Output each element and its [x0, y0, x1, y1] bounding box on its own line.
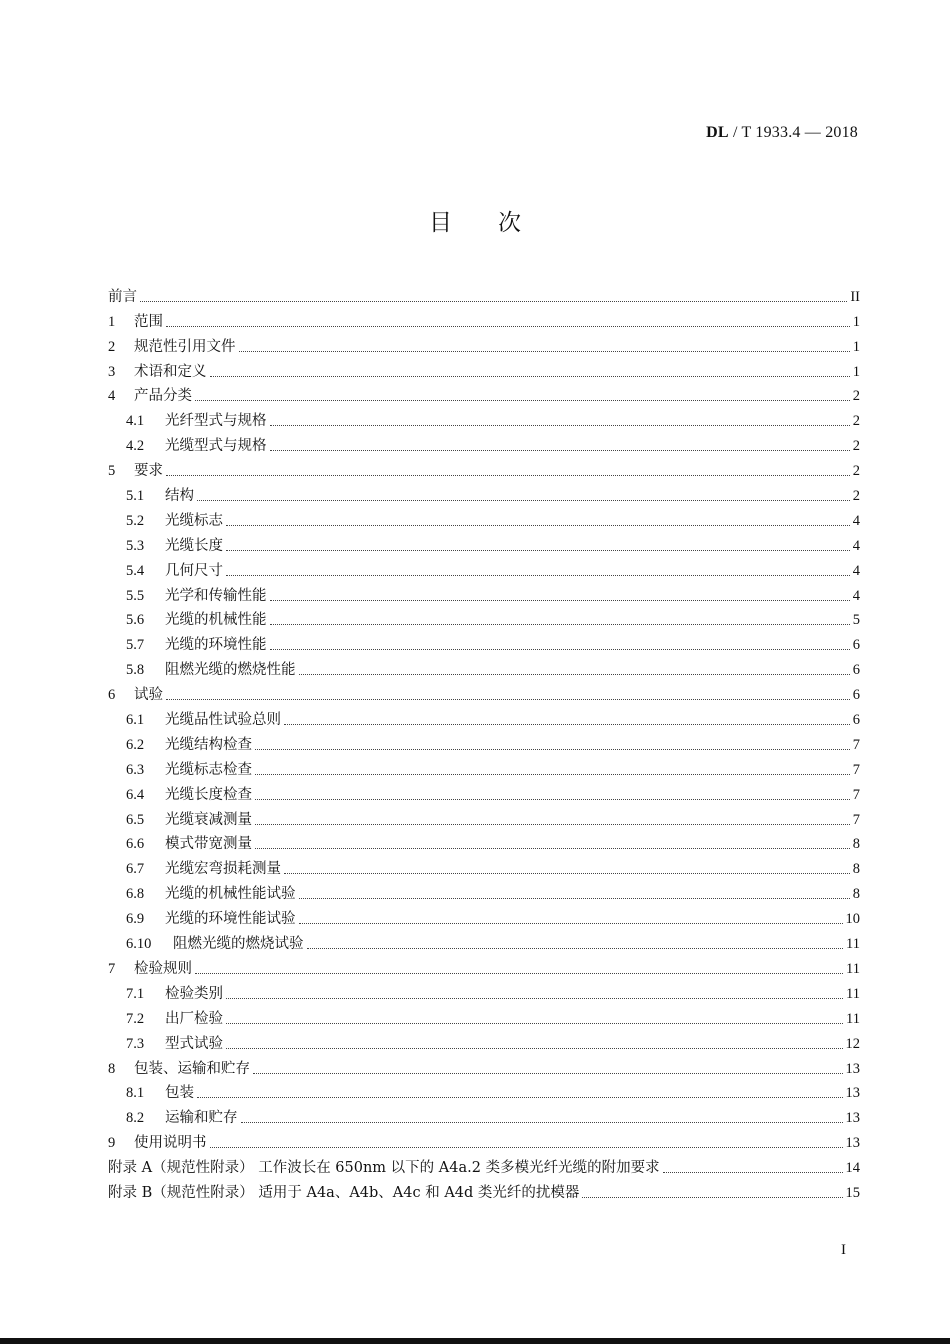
toc-entry[interactable] — [108, 532, 860, 557]
toc-entry-page: 1 — [852, 338, 860, 355]
toc-dot-leader — [270, 425, 850, 426]
toc-entry-label: 光缆型式与规格 — [165, 438, 267, 455]
toc-entry[interactable] — [108, 407, 860, 432]
toc-entry-page: 8 — [852, 886, 860, 903]
toc-entry-number: 8.1 — [126, 1085, 145, 1102]
toc-entry-page: 11 — [846, 985, 860, 1002]
toc-entry-number: 1 — [108, 313, 116, 330]
toc-dot-leader — [255, 824, 850, 825]
toc-entry-label: 模式带宽测量 — [165, 836, 252, 853]
toc-entry-page: 1 — [852, 363, 860, 380]
toc-entry-number: 6.9 — [126, 911, 145, 928]
toc-entry[interactable] — [108, 1030, 860, 1055]
toc-entry-label: 前言 — [108, 288, 137, 305]
toc-dot-leader — [299, 898, 850, 899]
toc-entry-label: 产品分类 — [134, 388, 192, 405]
toc-entry-page: 2 — [852, 413, 860, 430]
toc-entry-page: II — [850, 288, 860, 305]
toc-entry-number: 5.3 — [126, 537, 145, 554]
toc-dot-leader — [307, 948, 844, 949]
toc-entry-number: 7 — [108, 960, 116, 977]
toc-entry-label: 光缆衰减测量 — [165, 811, 252, 828]
toc-entry-label: 试验 — [134, 687, 163, 704]
toc-entry-label: 光缆标志 — [165, 512, 223, 529]
toc-entry-number: 8.2 — [126, 1110, 145, 1127]
toc-entry-label: 规范性引用文件 — [134, 338, 236, 355]
toc-entry-label: 型式试验 — [165, 1035, 223, 1052]
toc-dot-leader — [226, 575, 850, 576]
toc-dot-leader — [226, 1048, 843, 1049]
toc-dot-leader — [241, 1122, 843, 1123]
toc-entry-page: 13 — [845, 1060, 860, 1077]
toc-entry-label: 光缆的环境性能 — [165, 637, 267, 654]
toc-entry-page: 15 — [845, 1184, 860, 1201]
standard-code — [706, 124, 858, 142]
toc-entry[interactable] — [108, 1080, 860, 1105]
toc-entry-label: 光缆宏弯损耗测量 — [165, 861, 281, 878]
toc-entry-number: 6.3 — [126, 761, 145, 778]
toc-entry-number: 5.7 — [126, 637, 145, 654]
toc-entry-number: 5 — [108, 463, 116, 480]
toc-entry[interactable] — [108, 432, 860, 457]
toc-entry-number: 6.7 — [126, 861, 145, 878]
toc-entry-label: 附录 B（规范性附录） 适用于 A4a、A4b、A4c 和 A4d 类光纤的扰模器 — [108, 1184, 580, 1201]
toc-dot-leader — [195, 973, 843, 974]
toc-entry[interactable] — [108, 631, 860, 656]
toc-dot-leader — [166, 475, 850, 476]
toc-dot-leader — [197, 1097, 843, 1098]
toc-entry-label: 检验规则 — [134, 960, 192, 977]
toc-entry-label: 使用说明书 — [134, 1135, 207, 1152]
toc-entry-number: 9 — [108, 1135, 116, 1152]
toc-entry[interactable] — [108, 855, 860, 880]
toc-entry-number: 5.2 — [126, 512, 145, 529]
toc-entry[interactable] — [108, 557, 860, 582]
toc-entry-page: 14 — [845, 1160, 860, 1177]
toc-entry-page: 6 — [852, 712, 860, 729]
toc-dot-leader — [299, 923, 843, 924]
toc-entry-number: 5.6 — [126, 612, 145, 629]
toc-entry-label: 光缆的机械性能 — [165, 612, 267, 629]
toc-entry-page: 8 — [852, 861, 860, 878]
toc-entry-page: 4 — [852, 562, 860, 579]
toc-entry-number: 7.1 — [126, 985, 145, 1002]
toc-entry-page: 13 — [845, 1085, 860, 1102]
toc-entry[interactable] — [108, 980, 860, 1005]
toc-entry[interactable] — [108, 681, 860, 706]
toc-dot-leader — [253, 1073, 843, 1074]
toc-entry[interactable] — [108, 1179, 860, 1204]
toc-entry-number: 4.1 — [126, 413, 145, 430]
toc-dot-leader — [210, 1147, 843, 1148]
toc-entry[interactable] — [108, 756, 860, 781]
toc-entry-label: 光缆结构检查 — [165, 736, 252, 753]
toc-dot-leader — [255, 774, 850, 775]
toc-entry-page: 5 — [852, 612, 860, 629]
toc-entry-label: 出厂检验 — [165, 1010, 223, 1027]
toc-entry-number: 5.5 — [126, 587, 145, 604]
toc-dot-leader — [239, 351, 850, 352]
toc-dot-leader — [299, 674, 850, 675]
toc-entry-page: 10 — [845, 911, 860, 928]
toc-dot-leader — [210, 376, 850, 377]
toc-entry-page: 4 — [852, 537, 860, 554]
toc-entry[interactable] — [108, 1055, 860, 1080]
page-number: I — [841, 1242, 846, 1258]
toc-entry-number: 6.4 — [126, 786, 145, 803]
toc-entry[interactable] — [108, 383, 860, 408]
toc-entry-page: 8 — [852, 836, 860, 853]
toc-entry-page: 6 — [852, 662, 860, 679]
toc-entry-page: 12 — [845, 1035, 860, 1052]
toc-entry[interactable] — [108, 955, 860, 980]
toc-entry-page: 6 — [852, 687, 860, 704]
toc-entry-page: 7 — [852, 761, 860, 778]
toc-dot-leader — [226, 1023, 843, 1024]
toc-dot-leader — [166, 326, 850, 327]
toc-entry[interactable] — [108, 607, 860, 632]
toc-entry[interactable] — [108, 283, 860, 308]
toc-dot-leader — [140, 301, 847, 302]
toc-entry-page: 6 — [852, 637, 860, 654]
toc-entry[interactable] — [108, 905, 860, 930]
toc-entry-label: 结构 — [165, 488, 194, 505]
toc-entry-number: 6.5 — [126, 811, 145, 828]
toc-entry-label: 阻燃光缆的燃烧性能 — [165, 662, 296, 679]
toc-dot-leader — [582, 1197, 842, 1198]
toc-dot-leader — [270, 600, 850, 601]
toc-entry-page: 2 — [852, 388, 860, 405]
toc-entry-page: 2 — [852, 488, 860, 505]
toc-entry[interactable] — [108, 880, 860, 905]
toc-entry[interactable] — [108, 1104, 860, 1129]
toc-entry-number: 8 — [108, 1060, 116, 1077]
toc-entry-number: 2 — [108, 338, 116, 355]
toc-dot-leader — [195, 400, 850, 401]
toc-entry-page: 13 — [845, 1110, 860, 1127]
toc-entry-label: 光缆长度检查 — [165, 786, 252, 803]
toc-dot-leader — [270, 624, 850, 625]
page-title: 目次 — [429, 210, 567, 236]
toc-dot-leader — [226, 550, 850, 551]
toc-entry[interactable] — [108, 358, 860, 383]
toc-entry-label: 包装、运输和贮存 — [134, 1060, 250, 1077]
toc-dot-leader — [197, 500, 850, 501]
toc-entry-label: 阻燃光缆的燃烧试验 — [173, 936, 304, 953]
toc-dot-leader — [255, 848, 850, 849]
toc-entry[interactable] — [108, 731, 860, 756]
toc-entry-label: 包装 — [165, 1085, 194, 1102]
toc-entry-page: 7 — [852, 736, 860, 753]
toc-entry-number: 6.6 — [126, 836, 145, 853]
toc-entry-page: 4 — [852, 587, 860, 604]
toc-entry-label: 检验类别 — [165, 985, 223, 1002]
toc-entry-page: 13 — [845, 1135, 860, 1152]
toc-entry-number: 4.2 — [126, 438, 145, 455]
toc-entry-label: 几何尺寸 — [165, 562, 223, 579]
toc-entry-label: 光缆品性试验总则 — [165, 712, 281, 729]
toc-entry-label: 光缆长度 — [165, 537, 223, 554]
toc-dot-leader — [663, 1172, 843, 1173]
toc-entry-number: 6.10 — [126, 936, 152, 953]
toc-entry-label: 光学和传输性能 — [165, 587, 267, 604]
toc-entry-page: 11 — [846, 1010, 860, 1027]
toc-entry-page: 11 — [846, 936, 860, 953]
toc-entry-page: 1 — [852, 313, 860, 330]
toc-entry-label: 光缆的环境性能试验 — [165, 911, 296, 928]
toc-entry-number: 4 — [108, 388, 116, 405]
toc-entry-number: 5.8 — [126, 662, 145, 679]
toc-entry[interactable] — [108, 1005, 860, 1030]
toc-dot-leader — [270, 649, 850, 650]
toc-entry[interactable] — [108, 333, 860, 358]
toc-entry-number: 6.2 — [126, 736, 145, 753]
toc-entry-label: 光纤型式与规格 — [165, 413, 267, 430]
toc-dot-leader — [284, 724, 850, 725]
standard-prefix: DL — [706, 124, 729, 141]
toc-entry[interactable] — [108, 582, 860, 607]
toc-entry-page: 4 — [852, 512, 860, 529]
toc-entry[interactable] — [108, 656, 860, 681]
toc-entry[interactable] — [108, 706, 860, 731]
toc-entry-page: 7 — [852, 811, 860, 828]
bottom-border-bar — [0, 1338, 950, 1344]
toc-entry-page: 7 — [852, 786, 860, 803]
toc-entry-number: 7.3 — [126, 1035, 145, 1052]
toc-entry[interactable] — [108, 457, 860, 482]
toc-entry[interactable] — [108, 507, 860, 532]
standard-number: / T 1933.4 — 2018 — [728, 124, 858, 141]
toc-entry-number: 7.2 — [126, 1010, 145, 1027]
toc-entry-page: 2 — [852, 463, 860, 480]
toc-entry-number: 3 — [108, 363, 116, 380]
toc-entry-number: 6 — [108, 687, 116, 704]
toc-entry-label: 要求 — [134, 463, 163, 480]
toc-dot-leader — [255, 799, 850, 800]
table-of-contents — [108, 283, 860, 1204]
toc-entry-page: 2 — [852, 438, 860, 455]
toc-dot-leader — [270, 450, 850, 451]
toc-entry-number: 6.8 — [126, 886, 145, 903]
toc-entry[interactable] — [108, 308, 860, 333]
toc-entry-number: 5.1 — [126, 488, 145, 505]
toc-entry-label: 光缆标志检查 — [165, 761, 252, 778]
toc-entry[interactable] — [108, 806, 860, 831]
toc-entry-label: 运输和贮存 — [165, 1110, 238, 1127]
toc-dot-leader — [166, 699, 850, 700]
toc-entry[interactable] — [108, 482, 860, 507]
toc-entry[interactable] — [108, 1154, 860, 1179]
toc-entry[interactable] — [108, 930, 860, 955]
toc-entry-label: 附录 A（规范性附录） 工作波长在 650nm 以下的 A4a.2 类多模光纤光缆的附加要求 — [108, 1160, 660, 1177]
toc-dot-leader — [255, 749, 850, 750]
toc-dot-leader — [226, 998, 843, 999]
toc-entry[interactable] — [108, 1129, 860, 1154]
toc-entry-number: 5.4 — [126, 562, 145, 579]
toc-entry-label: 光缆的机械性能试验 — [165, 886, 296, 903]
toc-entry[interactable] — [108, 831, 860, 856]
toc-dot-leader — [284, 873, 850, 874]
toc-entry-page: 11 — [846, 960, 860, 977]
toc-entry-label: 范围 — [134, 313, 163, 330]
toc-entry-label: 术语和定义 — [134, 363, 207, 380]
toc-entry[interactable] — [108, 781, 860, 806]
toc-dot-leader — [226, 525, 850, 526]
toc-entry-number: 6.1 — [126, 712, 145, 729]
